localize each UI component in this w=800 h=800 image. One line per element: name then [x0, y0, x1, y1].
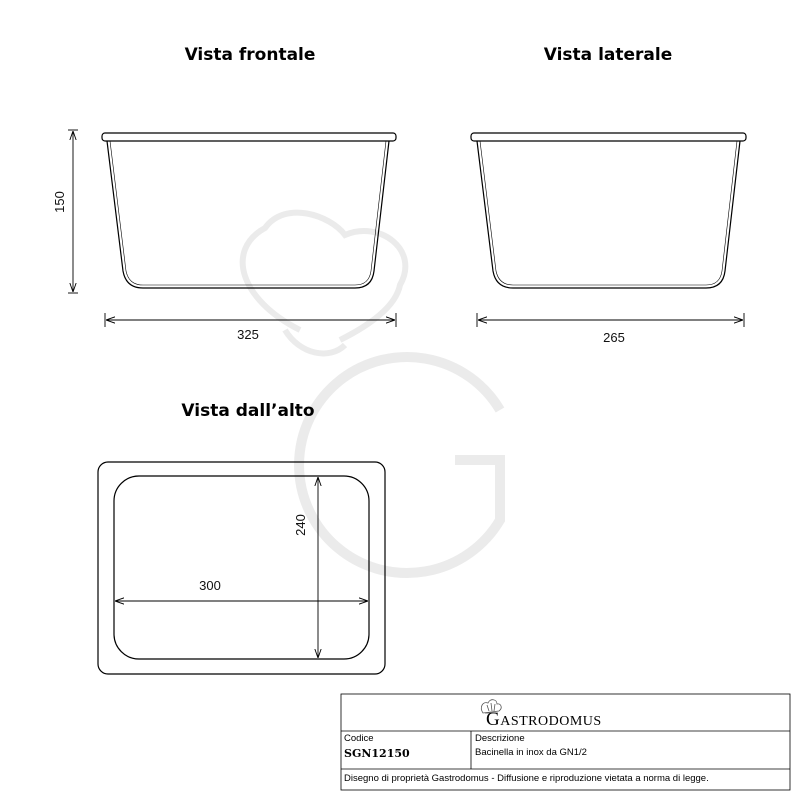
top-view-drawing [98, 462, 385, 674]
top-view-title: Vista dall’alto [181, 401, 315, 421]
side-width-label: 265 [603, 330, 625, 345]
front-width-dimension [105, 313, 396, 327]
description-label: Descrizione [475, 733, 525, 744]
side-view-drawing [471, 133, 746, 288]
side-view-title: Vista laterale [543, 45, 673, 65]
side-width-dimension [477, 313, 744, 327]
front-width-label: 325 [237, 327, 259, 342]
top-length-label: 300 [199, 578, 221, 593]
front-height-dimension [68, 130, 78, 293]
description-value: Bacinella in inox da GN1/2 [475, 747, 587, 758]
front-height-label: 150 [52, 191, 67, 213]
ownership-notice: Disegno di proprietà Gastrodomus - Diffusione e riproduzione vietata a norma di legge. [344, 773, 709, 784]
front-view-title: Vista frontale [184, 45, 316, 65]
front-view-drawing [102, 133, 396, 288]
brand-logo-text: GASTRODOMUS [486, 709, 602, 730]
top-depth-label: 240 [293, 514, 308, 536]
code-value: SGN12150 [344, 747, 410, 760]
code-label: Codice [344, 733, 374, 744]
